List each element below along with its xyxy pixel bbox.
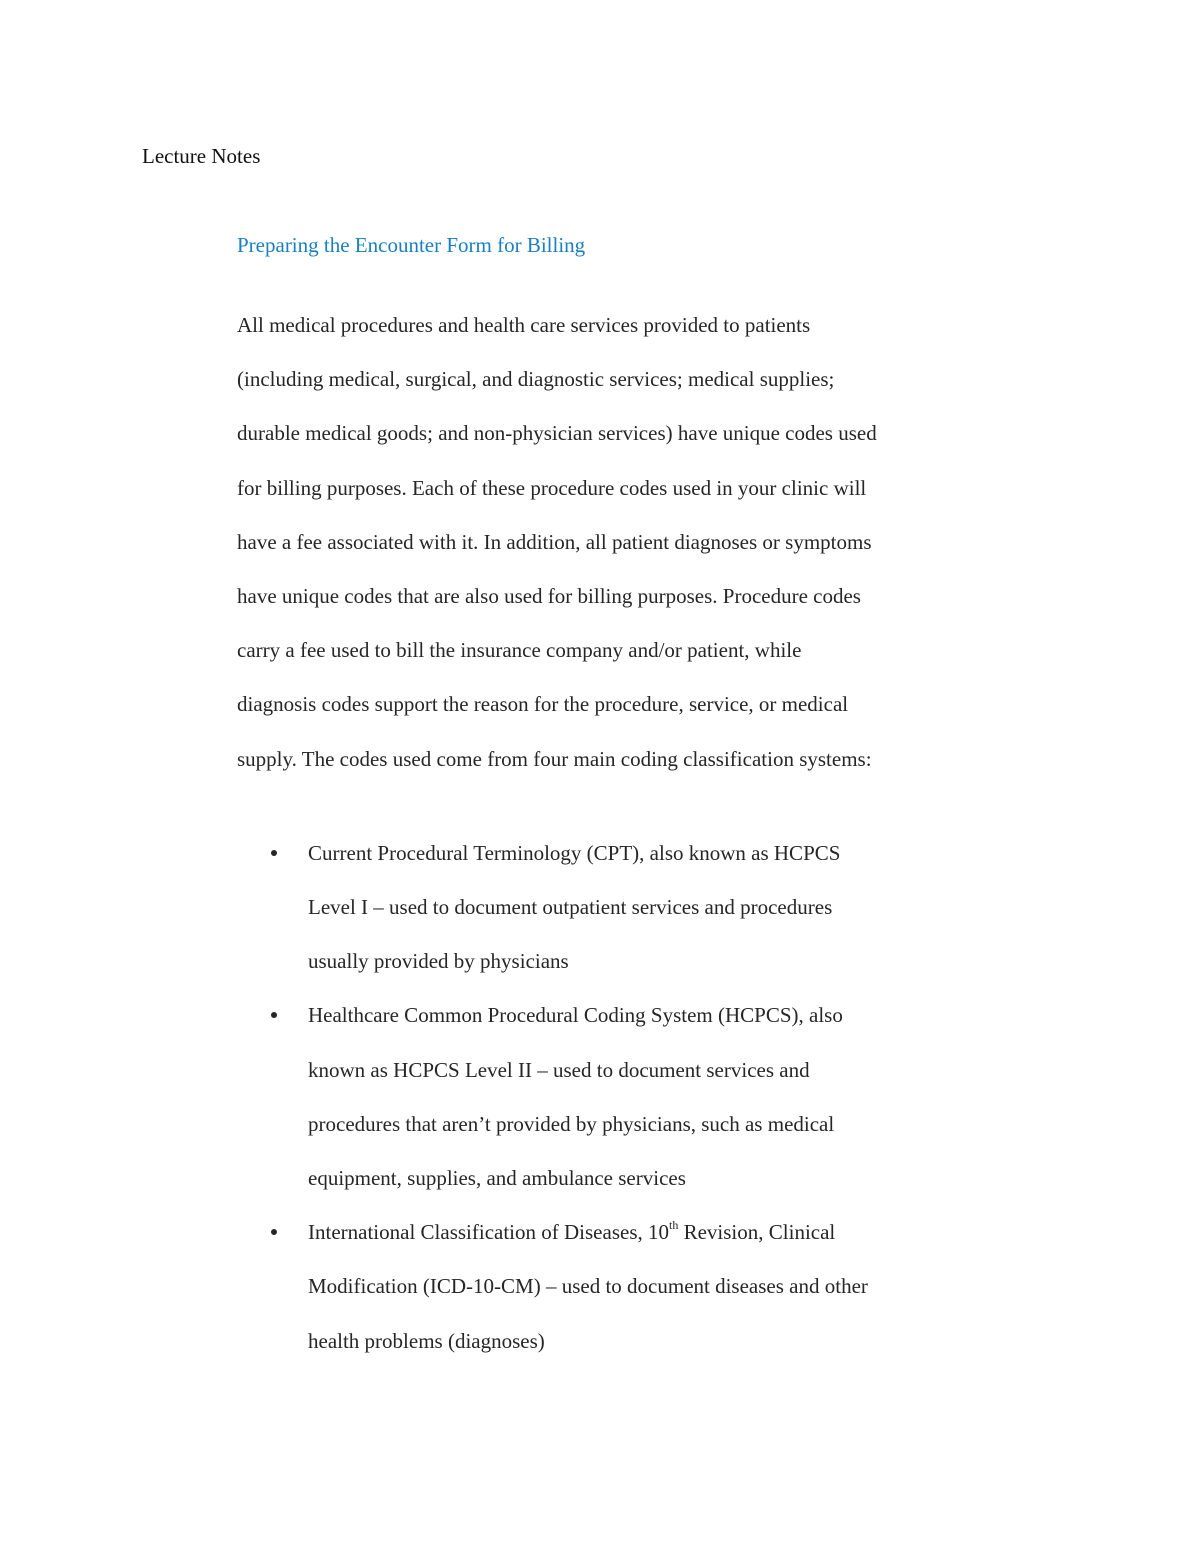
list-item-line: Current Procedural Terminology (CPT), also known as HCPCS <box>308 840 841 865</box>
list-item-hcpcs <box>237 988 967 1205</box>
list-item-line-part: International Classification of Diseases, 10 <box>308 1220 669 1245</box>
intro-line: durable medical goods; and non-physician services) have unique codes used <box>237 421 877 446</box>
list-item-icd-10-cm <box>237 1205 967 1368</box>
intro-paragraph <box>237 298 967 786</box>
section-title: Preparing the Encounter Form for Billing <box>237 233 586 257</box>
list-item-line: Level I – used to document outpatient services and procedures <box>308 895 833 920</box>
intro-line: diagnosis codes support the reason for the procedure, service, or medical <box>237 692 849 717</box>
intro-line: (including medical, surgical, and diagnostic services; medical supplies; <box>237 367 835 392</box>
coding-systems-list <box>237 826 967 1368</box>
bullet-icon <box>271 850 277 856</box>
list-item-line: known as HCPCS Level II – used to document services and <box>308 1057 810 1082</box>
list-item-line-part: Revision, Clinical <box>678 1220 836 1245</box>
intro-line: supply. The codes used come from four main coding classification systems: <box>237 746 872 771</box>
list-item-line: usually provided by physicians <box>308 949 569 974</box>
intro-line: have unique codes that are also used for billing purposes. Procedure codes <box>237 584 861 609</box>
list-item-line: Modification (ICD-10-CM) – used to document diseases and other <box>308 1274 868 1299</box>
document-header: Lecture Notes <box>142 144 261 168</box>
list-item-line: health problems (diagnoses) <box>308 1328 545 1353</box>
intro-line: carry a fee used to bill the insurance company and/or patient, while <box>237 638 802 663</box>
ordinal-superscript: th <box>669 1218 679 1233</box>
list-item-cpt <box>237 826 967 989</box>
bullet-icon <box>271 1012 277 1018</box>
list-item-line: equipment, supplies, and ambulance services <box>308 1166 686 1191</box>
document-body <box>237 230 967 1368</box>
intro-line: All medical procedures and health care services provided to patients <box>237 313 811 337</box>
intro-line: for billing purposes. Each of these procedure codes used in your clinic will <box>237 475 867 500</box>
list-item-line: Healthcare Common Procedural Coding System (HCPCS), also <box>308 1003 843 1028</box>
list-item-line: procedures that aren’t provided by physicians, such as medical <box>308 1111 835 1136</box>
intro-line: have a fee associated with it. In addition, all patient diagnoses or symptoms <box>237 529 872 554</box>
bullet-icon <box>271 1229 277 1235</box>
